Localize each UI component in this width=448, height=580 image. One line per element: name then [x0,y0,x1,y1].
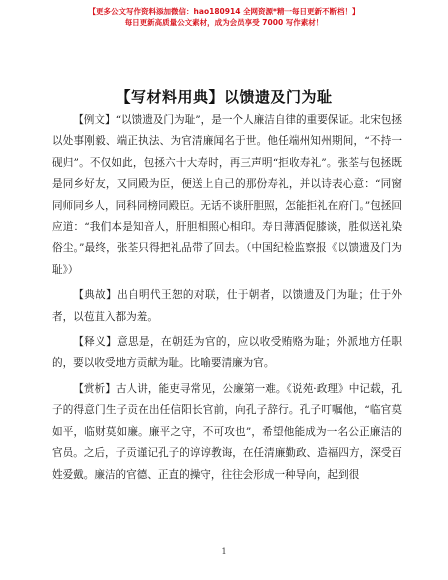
paragraph-text: 意思是，在朝廷为官的，应以收受贿赂为耻；外派地方任职的，要以收受地方贡献为耻。比喻要清廉为官。 [52,336,403,370]
section-tag-origin: 【典故】 [73,289,118,302]
document-title: 【写材料用典】以馈遗及门为耻 [115,88,333,106]
section-tag-meaning: 【释义】 [73,336,118,349]
page-number: 1 [221,547,227,556]
document-body [52,110,402,490]
section-tag-example: 【例文】 [73,114,116,126]
paragraph-example [52,110,402,281]
paragraph-text: 古人讲，能吏寻常见，公廉第一难。《说苑·政理》中记载，孔子的得意门生子贡在出任信阳长官前，向孔子辞行。孔子叮嘱他，“临官莫如平，临财莫如廉。廉平之守，不可攻也”，希望他能成为一名公正廉洁的官员。之后，子贡谨记孔子的谆谆教诲，在任清廉勤政、造福四方，深受百姓爱戴。廉洁的官德、正直的操守，往往会形成一种导向，起到很 [52,382,402,481]
section-tag-appreciation: 【赏析】 [73,382,116,395]
promo-banner [0,6,448,28]
paragraph-text: “以馈遗及门为耻”，是一个人廉洁自律的重要保证。北宋包拯以处事刚毅、端正执法、为官清廉闻名于世。他任端州知州期间，“不持一砚归”。不仅如此，包拯六十大寿时，再三声明“拒收寿礼”。张荃与包拯既是同乡好友，又同殿为臣，便送上自己的那份寿礼，并以诗表心意：“同窗同师同乡人，同科同榜同殿臣。无话不谈肝胆照，怎能拒礼在府门。”包拯回应道：“我们本是知音人，肝胆相照心相印。寿日薄酒促膝谈，胜似送礼染俗尘。”最终，张荃只得把礼品带了回去。（中国纪检监察报《以馈遗及门为耻》） [52,114,402,276]
promo-banner-line-1: 【更多公文写作资料添加微信：hao180914 全网资源*精一每日更新不断档！】 [88,7,360,16]
paragraph-text: 出自明代王恕的对联，仕于朝者，以馈遗及门为耻；仕于外者，以苞苴入都为羞。 [52,289,403,323]
paragraph-meaning [52,332,402,375]
paragraph-origin [52,285,402,328]
paragraph-appreciation [52,379,402,486]
promo-banner-line-2: 每日更新高质量公文素材，成为会员享受 7000 写作素材！ [124,18,324,27]
